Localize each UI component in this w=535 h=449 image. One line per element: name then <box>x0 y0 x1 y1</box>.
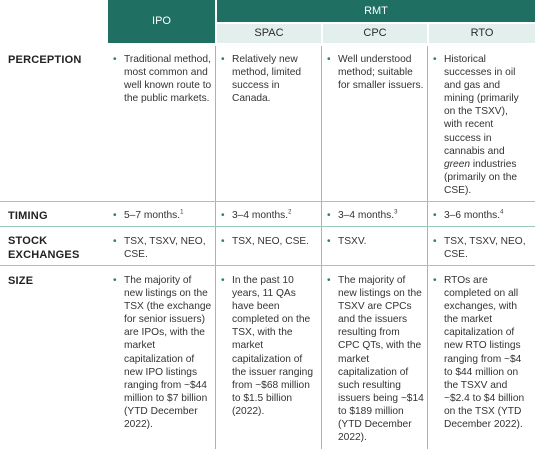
row-divider <box>0 265 535 266</box>
perception-ipo-text: Traditional method, most common and well known route to the public markets. <box>124 54 212 105</box>
exchanges-rto-text: TSX, TSXV, NEO, CSE. <box>444 236 526 261</box>
bullet: • <box>113 236 117 247</box>
row-label-perception: PERCEPTION <box>8 54 82 66</box>
exchanges-cpc-text: TSXV. <box>338 236 367 247</box>
row-label-size: SIZE <box>8 275 34 287</box>
subheader-rto <box>429 24 535 43</box>
footnote-marker: 4 <box>500 209 504 216</box>
row-divider <box>0 226 535 227</box>
footnote-marker: 3 <box>394 209 398 216</box>
column-divider <box>215 46 216 449</box>
bullet: • <box>327 210 331 221</box>
column-divider <box>427 46 428 449</box>
subheader-cpc <box>323 24 427 43</box>
bullet: • <box>113 275 117 286</box>
bullet: • <box>113 54 117 65</box>
perception-spac-cell <box>220 53 318 105</box>
bullet: • <box>433 54 437 65</box>
header-ipo <box>108 0 215 43</box>
row-divider <box>0 201 535 202</box>
perception-rto-cell <box>432 53 528 197</box>
row-label-exchanges: EXCHANGES <box>8 249 80 261</box>
perception-ipo-cell <box>112 53 212 105</box>
subheader-spac-label: SPAC <box>254 27 284 39</box>
bullet: • <box>113 210 117 221</box>
bullet: • <box>433 275 437 286</box>
timing-cpc-cell <box>326 209 424 222</box>
size-rto-text: RTOs are completed on all exchanges, with the market capitalization of new RTO listings ranging from ~$4 to $44 million on the TSXV and ~$2.4 to $4 billion on the TSX (YTD December 2022). <box>444 275 525 431</box>
timing-rto-cell <box>432 209 528 222</box>
bullet: • <box>221 210 225 221</box>
subheader-cpc-label: CPC <box>363 27 387 39</box>
footnote-marker: 1 <box>180 209 184 216</box>
exchanges-spac-text: TSX, NEO, CSE. <box>232 236 309 247</box>
size-rto-cell <box>432 274 528 431</box>
exchanges-ipo-cell <box>112 235 212 261</box>
size-ipo-text: The majority of new listings on the TSX (the exchange for senior issuers) are IPOs, with the market capitalization of new IPO listings ranging from ~$44 million to $7 billion (YTD December 2022). <box>124 275 212 431</box>
bullet: • <box>327 54 331 65</box>
bullet: • <box>433 236 437 247</box>
header-ipo-label: IPO <box>152 15 171 27</box>
perception-cpc-cell <box>326 53 424 92</box>
perception-spac-text: Relatively new method, limited success in Canada. <box>232 54 302 105</box>
perception-rto-text-em: green <box>444 158 471 170</box>
row-label-stock: STOCK <box>8 235 48 247</box>
size-spac-text: In the past 10 years, 11 QAs have been completed on the TSX, with the market capitalization of the issuer ranging from ~$68 million to $1.5 billion (2022). <box>232 275 313 417</box>
header-rmt <box>217 0 535 22</box>
subheader-rto-label: RTO <box>470 27 494 39</box>
size-ipo-cell <box>112 274 212 431</box>
column-divider <box>321 46 322 449</box>
timing-ipo-cell <box>112 209 212 222</box>
timing-spac-cell <box>220 209 318 222</box>
bullet: • <box>433 210 437 221</box>
size-cpc-cell <box>326 274 424 444</box>
size-spac-cell <box>220 274 318 418</box>
perception-rto-text-a: Historical successes in oil and gas and mining (primarily on the TSXV), with recent success in cannabis and <box>444 54 519 157</box>
exchanges-cpc-cell <box>326 235 424 248</box>
timing-cpc-text: 3–4 months. <box>338 210 395 221</box>
size-cpc-text: The majority of new listings on the TSXV are CPCs and the issuers resulting from CPC QTs, with the market capitalization of such resulting issuers being ~$14 to $189 million (YTD December 2022). <box>338 275 424 444</box>
timing-rto-text: 3–6 months. <box>444 210 501 221</box>
bullet: • <box>221 236 225 247</box>
bullet: • <box>327 236 331 247</box>
header-rmt-label: RMT <box>364 5 388 17</box>
subheader-spac <box>217 24 321 43</box>
bullet: • <box>327 275 331 286</box>
exchanges-spac-cell <box>220 235 318 248</box>
exchanges-ipo-text: TSX, TSXV, NEO, CSE. <box>124 236 206 261</box>
exchanges-rto-cell <box>432 235 528 261</box>
footnote-marker: 2 <box>288 209 292 216</box>
row-label-stock-exchanges <box>8 234 79 262</box>
perception-rto-text-b: industries (primarily on the CSE). <box>444 158 518 196</box>
timing-spac-text: 3–4 months. <box>232 210 289 221</box>
bullet: • <box>221 275 225 286</box>
row-label-timing: TIMING <box>8 210 48 222</box>
bullet: • <box>221 54 225 65</box>
timing-ipo-text: 5–7 months. <box>124 210 181 221</box>
perception-cpc-text: Well understood method; suitable for smaller issuers. <box>338 54 424 92</box>
